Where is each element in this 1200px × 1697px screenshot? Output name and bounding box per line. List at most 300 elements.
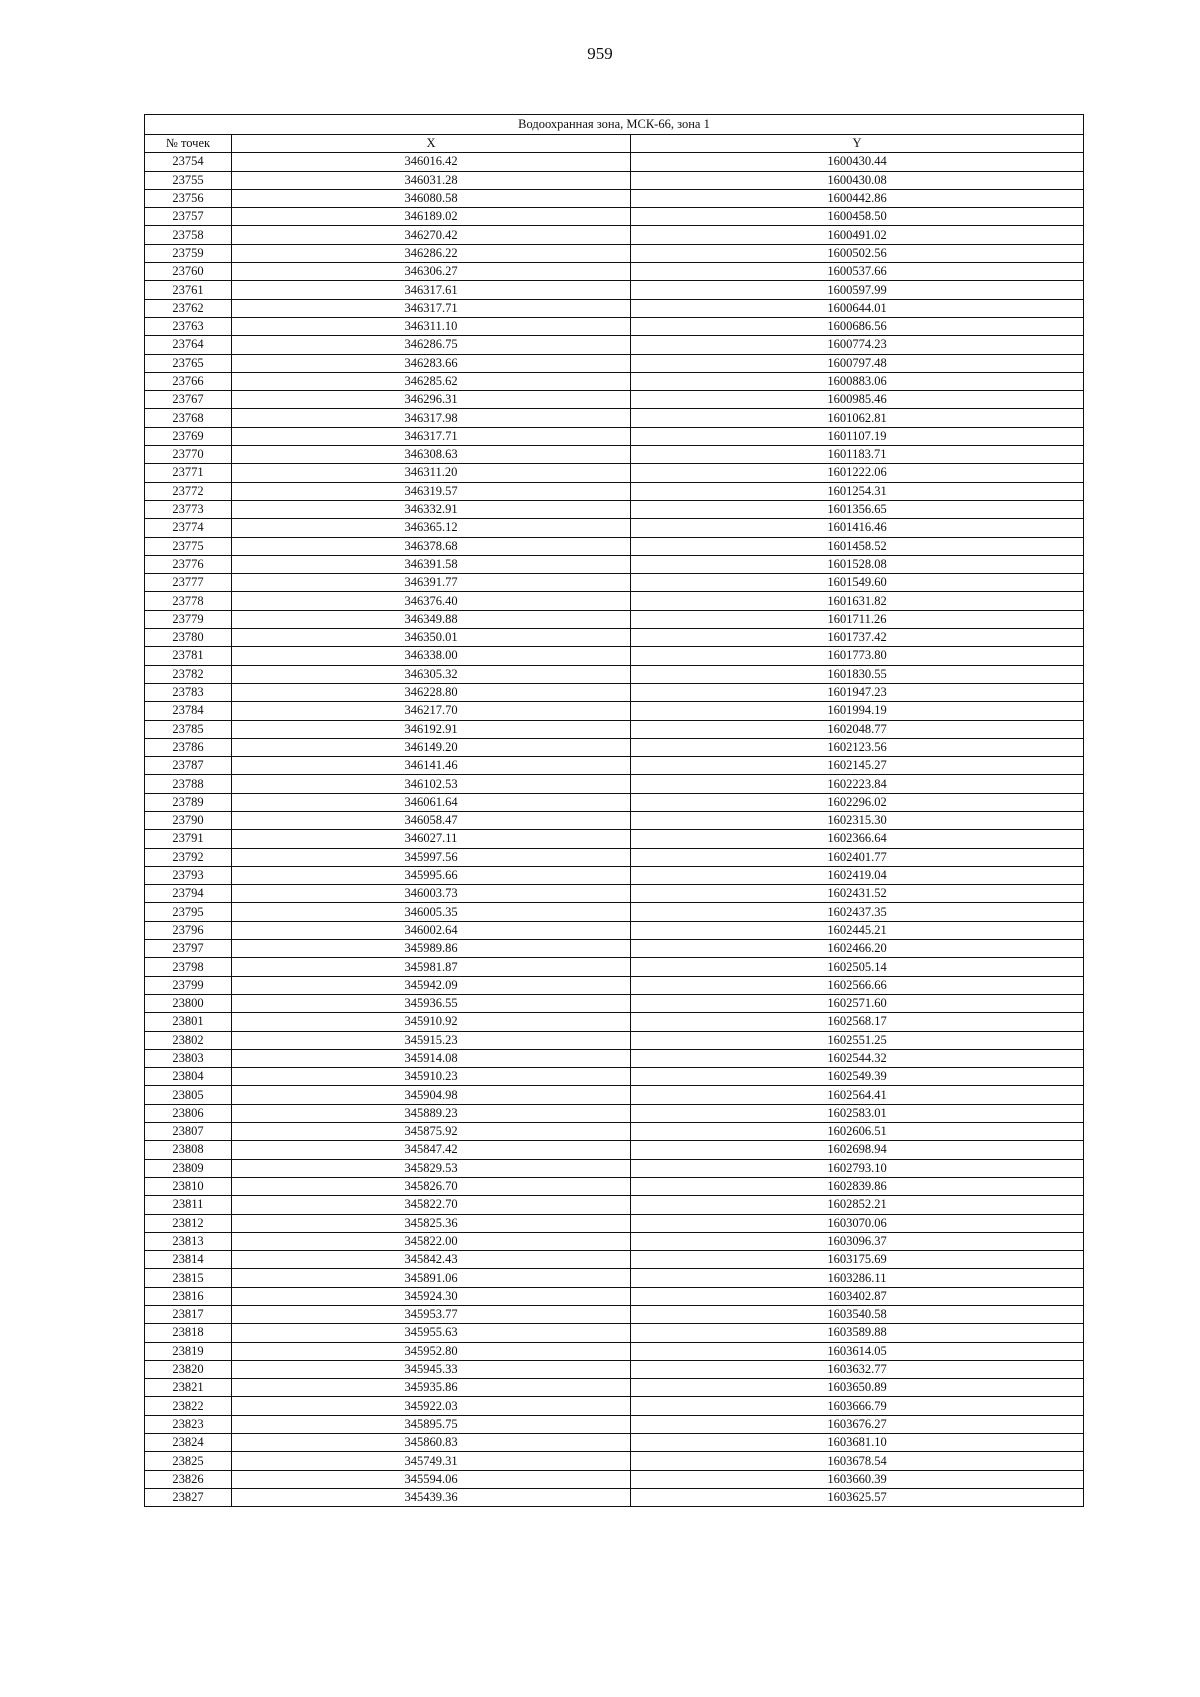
table-row bbox=[145, 1324, 1084, 1342]
cell-x: 345822.00 bbox=[232, 1232, 631, 1250]
table-row bbox=[145, 940, 1084, 958]
cell-y: 1601107.19 bbox=[631, 427, 1084, 445]
cell-point-number: 23775 bbox=[145, 537, 232, 555]
table-row bbox=[145, 885, 1084, 903]
cell-x: 346102.53 bbox=[232, 775, 631, 793]
table-row bbox=[145, 1196, 1084, 1214]
cell-point-number: 23789 bbox=[145, 793, 232, 811]
cell-y: 1603625.57 bbox=[631, 1488, 1084, 1506]
cell-x: 346349.88 bbox=[232, 610, 631, 628]
table-row bbox=[145, 994, 1084, 1012]
cell-x: 345910.23 bbox=[232, 1068, 631, 1086]
cell-y: 1602551.25 bbox=[631, 1031, 1084, 1049]
cell-x: 346027.11 bbox=[232, 830, 631, 848]
cell-y: 1602549.39 bbox=[631, 1068, 1084, 1086]
table-row bbox=[145, 555, 1084, 573]
cell-point-number: 23827 bbox=[145, 1488, 232, 1506]
cell-x: 345915.23 bbox=[232, 1031, 631, 1049]
cell-x: 346365.12 bbox=[232, 519, 631, 537]
cell-x: 345922.03 bbox=[232, 1397, 631, 1415]
cell-y: 1603681.10 bbox=[631, 1434, 1084, 1452]
cell-y: 1603666.79 bbox=[631, 1397, 1084, 1415]
cell-x: 346031.28 bbox=[232, 171, 631, 189]
table-row bbox=[145, 1379, 1084, 1397]
cell-x: 346005.35 bbox=[232, 903, 631, 921]
cell-x: 345842.43 bbox=[232, 1251, 631, 1269]
cell-x: 346286.75 bbox=[232, 336, 631, 354]
cell-point-number: 23774 bbox=[145, 519, 232, 537]
cell-point-number: 23815 bbox=[145, 1269, 232, 1287]
cell-point-number: 23811 bbox=[145, 1196, 232, 1214]
cell-y: 1600686.56 bbox=[631, 317, 1084, 335]
cell-y: 1601947.23 bbox=[631, 683, 1084, 701]
cell-y: 1602315.30 bbox=[631, 811, 1084, 829]
cell-point-number: 23802 bbox=[145, 1031, 232, 1049]
table-row bbox=[145, 1342, 1084, 1360]
cell-y: 1601773.80 bbox=[631, 647, 1084, 665]
cell-point-number: 23756 bbox=[145, 189, 232, 207]
cell-x: 345952.80 bbox=[232, 1342, 631, 1360]
cell-y: 1602564.41 bbox=[631, 1086, 1084, 1104]
cell-y: 1603096.37 bbox=[631, 1232, 1084, 1250]
cell-y: 1601528.08 bbox=[631, 555, 1084, 573]
cell-x: 346002.64 bbox=[232, 921, 631, 939]
cell-point-number: 23772 bbox=[145, 482, 232, 500]
cell-y: 1603632.77 bbox=[631, 1360, 1084, 1378]
cell-point-number: 23759 bbox=[145, 244, 232, 262]
table-row bbox=[145, 958, 1084, 976]
cell-point-number: 23809 bbox=[145, 1159, 232, 1177]
cell-x: 346317.71 bbox=[232, 427, 631, 445]
cell-x: 346286.22 bbox=[232, 244, 631, 262]
table-row bbox=[145, 1049, 1084, 1067]
table-row bbox=[145, 281, 1084, 299]
cell-y: 1600458.50 bbox=[631, 208, 1084, 226]
cell-y: 1602296.02 bbox=[631, 793, 1084, 811]
cell-x: 346189.02 bbox=[232, 208, 631, 226]
cell-point-number: 23754 bbox=[145, 153, 232, 171]
cell-x: 346061.64 bbox=[232, 793, 631, 811]
cell-y: 1602566.66 bbox=[631, 976, 1084, 994]
table-row bbox=[145, 976, 1084, 994]
cell-point-number: 23814 bbox=[145, 1251, 232, 1269]
cell-y: 1601737.42 bbox=[631, 629, 1084, 647]
cell-x: 346228.80 bbox=[232, 683, 631, 701]
table-row bbox=[145, 811, 1084, 829]
cell-y: 1600430.44 bbox=[631, 153, 1084, 171]
table-row bbox=[145, 574, 1084, 592]
cell-y: 1600491.02 bbox=[631, 226, 1084, 244]
cell-y: 1601062.81 bbox=[631, 409, 1084, 427]
cell-point-number: 23773 bbox=[145, 500, 232, 518]
table-row bbox=[145, 1415, 1084, 1433]
table-row bbox=[145, 610, 1084, 628]
cell-x: 346306.27 bbox=[232, 263, 631, 281]
table-row bbox=[145, 1086, 1084, 1104]
cell-y: 1602583.01 bbox=[631, 1104, 1084, 1122]
cell-y: 1603070.06 bbox=[631, 1214, 1084, 1232]
cell-point-number: 23757 bbox=[145, 208, 232, 226]
cell-y: 1602366.64 bbox=[631, 830, 1084, 848]
table-row bbox=[145, 683, 1084, 701]
cell-x: 345953.77 bbox=[232, 1306, 631, 1324]
table-row bbox=[145, 1470, 1084, 1488]
cell-x: 345860.83 bbox=[232, 1434, 631, 1452]
table-row bbox=[145, 830, 1084, 848]
page-number: 959 bbox=[587, 44, 613, 63]
table-row bbox=[145, 848, 1084, 866]
cell-y: 1602839.86 bbox=[631, 1177, 1084, 1195]
table-row bbox=[145, 427, 1084, 445]
cell-x: 346305.32 bbox=[232, 665, 631, 683]
cell-point-number: 23804 bbox=[145, 1068, 232, 1086]
cell-y: 1601458.52 bbox=[631, 537, 1084, 555]
cell-point-number: 23790 bbox=[145, 811, 232, 829]
cell-x: 346391.77 bbox=[232, 574, 631, 592]
cell-point-number: 23764 bbox=[145, 336, 232, 354]
table-row bbox=[145, 775, 1084, 793]
cell-point-number: 23807 bbox=[145, 1123, 232, 1141]
cell-x: 346270.42 bbox=[232, 226, 631, 244]
cell-y: 1600985.46 bbox=[631, 391, 1084, 409]
cell-y: 1602568.17 bbox=[631, 1013, 1084, 1031]
cell-x: 346296.31 bbox=[232, 391, 631, 409]
cell-point-number: 23777 bbox=[145, 574, 232, 592]
cell-point-number: 23785 bbox=[145, 720, 232, 738]
cell-x: 346217.70 bbox=[232, 702, 631, 720]
cell-point-number: 23782 bbox=[145, 665, 232, 683]
cell-y: 1600644.01 bbox=[631, 299, 1084, 317]
cell-x: 345914.08 bbox=[232, 1049, 631, 1067]
cell-y: 1601549.60 bbox=[631, 574, 1084, 592]
table-header-row bbox=[145, 135, 1084, 153]
table-row bbox=[145, 1452, 1084, 1470]
cell-y: 1602606.51 bbox=[631, 1123, 1084, 1141]
table-row bbox=[145, 317, 1084, 335]
cell-x: 346319.57 bbox=[232, 482, 631, 500]
cell-y: 1603589.88 bbox=[631, 1324, 1084, 1342]
table-row bbox=[145, 702, 1084, 720]
cell-point-number: 23760 bbox=[145, 263, 232, 281]
cell-y: 1602048.77 bbox=[631, 720, 1084, 738]
cell-y: 1603650.89 bbox=[631, 1379, 1084, 1397]
cell-y: 1601416.46 bbox=[631, 519, 1084, 537]
cell-point-number: 23762 bbox=[145, 299, 232, 317]
cell-x: 345995.66 bbox=[232, 866, 631, 884]
cell-x: 345891.06 bbox=[232, 1269, 631, 1287]
cell-y: 1602419.04 bbox=[631, 866, 1084, 884]
cell-point-number: 23825 bbox=[145, 1452, 232, 1470]
cell-x: 345924.30 bbox=[232, 1287, 631, 1305]
cell-x: 345910.92 bbox=[232, 1013, 631, 1031]
cell-x: 345997.56 bbox=[232, 848, 631, 866]
cell-point-number: 23778 bbox=[145, 592, 232, 610]
table-row bbox=[145, 226, 1084, 244]
cell-point-number: 23771 bbox=[145, 464, 232, 482]
cell-x: 345989.86 bbox=[232, 940, 631, 958]
header-point-number: № точек bbox=[145, 135, 232, 153]
cell-x: 346378.68 bbox=[232, 537, 631, 555]
table-row bbox=[145, 1360, 1084, 1378]
table-row bbox=[145, 647, 1084, 665]
cell-y: 1603676.27 bbox=[631, 1415, 1084, 1433]
cell-x: 345594.06 bbox=[232, 1470, 631, 1488]
table-row bbox=[145, 299, 1084, 317]
cell-point-number: 23812 bbox=[145, 1214, 232, 1232]
cell-point-number: 23767 bbox=[145, 391, 232, 409]
table-row bbox=[145, 1123, 1084, 1141]
cell-x: 345955.63 bbox=[232, 1324, 631, 1342]
cell-point-number: 23794 bbox=[145, 885, 232, 903]
cell-x: 346141.46 bbox=[232, 757, 631, 775]
cell-point-number: 23795 bbox=[145, 903, 232, 921]
table-row bbox=[145, 153, 1084, 171]
cell-point-number: 23810 bbox=[145, 1177, 232, 1195]
cell-y: 1602698.94 bbox=[631, 1141, 1084, 1159]
header-y: Y bbox=[631, 135, 1084, 153]
cell-point-number: 23787 bbox=[145, 757, 232, 775]
cell-point-number: 23808 bbox=[145, 1141, 232, 1159]
table-row bbox=[145, 665, 1084, 683]
cell-point-number: 23769 bbox=[145, 427, 232, 445]
cell-y: 1602793.10 bbox=[631, 1159, 1084, 1177]
cell-y: 1600537.66 bbox=[631, 263, 1084, 281]
cell-point-number: 23797 bbox=[145, 940, 232, 958]
cell-point-number: 23822 bbox=[145, 1397, 232, 1415]
cell-point-number: 23792 bbox=[145, 848, 232, 866]
table-row bbox=[145, 866, 1084, 884]
cell-x: 345826.70 bbox=[232, 1177, 631, 1195]
cell-x: 346080.58 bbox=[232, 189, 631, 207]
table-row bbox=[145, 464, 1084, 482]
cell-y: 1601711.26 bbox=[631, 610, 1084, 628]
cell-point-number: 23780 bbox=[145, 629, 232, 647]
cell-y: 1600430.08 bbox=[631, 171, 1084, 189]
cell-x: 346317.61 bbox=[232, 281, 631, 299]
table-row bbox=[145, 1269, 1084, 1287]
cell-y: 1601254.31 bbox=[631, 482, 1084, 500]
table-row bbox=[145, 446, 1084, 464]
cell-x: 346003.73 bbox=[232, 885, 631, 903]
cell-x: 345822.70 bbox=[232, 1196, 631, 1214]
cell-point-number: 23826 bbox=[145, 1470, 232, 1488]
table-row bbox=[145, 1104, 1084, 1122]
cell-y: 1600502.56 bbox=[631, 244, 1084, 262]
cell-y: 1601356.65 bbox=[631, 500, 1084, 518]
cell-x: 345829.53 bbox=[232, 1159, 631, 1177]
cell-x: 345981.87 bbox=[232, 958, 631, 976]
table-row bbox=[145, 1141, 1084, 1159]
header-x: X bbox=[232, 135, 631, 153]
table-row bbox=[145, 1251, 1084, 1269]
table-row bbox=[145, 757, 1084, 775]
cell-point-number: 23806 bbox=[145, 1104, 232, 1122]
cell-x: 346311.20 bbox=[232, 464, 631, 482]
table-row bbox=[145, 244, 1084, 262]
cell-x: 345439.36 bbox=[232, 1488, 631, 1506]
cell-y: 1602437.35 bbox=[631, 903, 1084, 921]
cell-point-number: 23803 bbox=[145, 1049, 232, 1067]
cell-point-number: 23817 bbox=[145, 1306, 232, 1324]
cell-point-number: 23768 bbox=[145, 409, 232, 427]
cell-x: 345749.31 bbox=[232, 1452, 631, 1470]
table-row bbox=[145, 1013, 1084, 1031]
table-row bbox=[145, 1031, 1084, 1049]
cell-point-number: 23798 bbox=[145, 958, 232, 976]
cell-point-number: 23763 bbox=[145, 317, 232, 335]
cell-point-number: 23783 bbox=[145, 683, 232, 701]
cell-point-number: 23796 bbox=[145, 921, 232, 939]
table-row bbox=[145, 208, 1084, 226]
cell-y: 1602571.60 bbox=[631, 994, 1084, 1012]
cell-point-number: 23766 bbox=[145, 372, 232, 390]
table-row bbox=[145, 921, 1084, 939]
cell-point-number: 23819 bbox=[145, 1342, 232, 1360]
cell-point-number: 23813 bbox=[145, 1232, 232, 1250]
table-row bbox=[145, 482, 1084, 500]
cell-point-number: 23820 bbox=[145, 1360, 232, 1378]
table-row bbox=[145, 629, 1084, 647]
cell-point-number: 23761 bbox=[145, 281, 232, 299]
cell-y: 1603660.39 bbox=[631, 1470, 1084, 1488]
cell-point-number: 23799 bbox=[145, 976, 232, 994]
table-row bbox=[145, 372, 1084, 390]
cell-y: 1603175.69 bbox=[631, 1251, 1084, 1269]
cell-x: 346332.91 bbox=[232, 500, 631, 518]
cell-x: 346338.00 bbox=[232, 647, 631, 665]
cell-point-number: 23801 bbox=[145, 1013, 232, 1031]
cell-x: 346317.71 bbox=[232, 299, 631, 317]
cell-y: 1603614.05 bbox=[631, 1342, 1084, 1360]
table-row bbox=[145, 1488, 1084, 1506]
table-row bbox=[145, 500, 1084, 518]
cell-point-number: 23781 bbox=[145, 647, 232, 665]
cell-y: 1603678.54 bbox=[631, 1452, 1084, 1470]
table-row bbox=[145, 1306, 1084, 1324]
table-caption: Водоохранная зона, МСК-66, зона 1 bbox=[145, 115, 1084, 135]
cell-y: 1600597.99 bbox=[631, 281, 1084, 299]
cell-y: 1603286.11 bbox=[631, 1269, 1084, 1287]
cell-y: 1600797.48 bbox=[631, 354, 1084, 372]
table-row bbox=[145, 592, 1084, 610]
table-row bbox=[145, 391, 1084, 409]
table-row bbox=[145, 519, 1084, 537]
cell-y: 1601183.71 bbox=[631, 446, 1084, 464]
cell-x: 345904.98 bbox=[232, 1086, 631, 1104]
cell-point-number: 23758 bbox=[145, 226, 232, 244]
table-row bbox=[145, 409, 1084, 427]
table-row bbox=[145, 903, 1084, 921]
cell-y: 1601631.82 bbox=[631, 592, 1084, 610]
cell-y: 1601994.19 bbox=[631, 702, 1084, 720]
cell-y: 1602852.21 bbox=[631, 1196, 1084, 1214]
cell-x: 346317.98 bbox=[232, 409, 631, 427]
cell-y: 1602544.32 bbox=[631, 1049, 1084, 1067]
table-row bbox=[145, 537, 1084, 555]
table-row bbox=[145, 171, 1084, 189]
cell-point-number: 23816 bbox=[145, 1287, 232, 1305]
cell-x: 345942.09 bbox=[232, 976, 631, 994]
cell-y: 1602223.84 bbox=[631, 775, 1084, 793]
table-row bbox=[145, 720, 1084, 738]
cell-x: 345945.33 bbox=[232, 1360, 631, 1378]
cell-x: 345847.42 bbox=[232, 1141, 631, 1159]
table-row bbox=[145, 189, 1084, 207]
cell-x: 346391.58 bbox=[232, 555, 631, 573]
cell-x: 345935.86 bbox=[232, 1379, 631, 1397]
cell-point-number: 23765 bbox=[145, 354, 232, 372]
table-row bbox=[145, 1287, 1084, 1305]
cell-x: 345825.36 bbox=[232, 1214, 631, 1232]
cell-point-number: 23793 bbox=[145, 866, 232, 884]
cell-point-number: 23821 bbox=[145, 1379, 232, 1397]
table-row bbox=[145, 1214, 1084, 1232]
cell-point-number: 23800 bbox=[145, 994, 232, 1012]
cell-point-number: 23823 bbox=[145, 1415, 232, 1433]
cell-x: 346308.63 bbox=[232, 446, 631, 464]
cell-y: 1602505.14 bbox=[631, 958, 1084, 976]
table-row bbox=[145, 1177, 1084, 1195]
table-row bbox=[145, 1434, 1084, 1452]
cell-y: 1602466.20 bbox=[631, 940, 1084, 958]
cell-point-number: 23784 bbox=[145, 702, 232, 720]
cell-y: 1601830.55 bbox=[631, 665, 1084, 683]
cell-y: 1600883.06 bbox=[631, 372, 1084, 390]
cell-point-number: 23788 bbox=[145, 775, 232, 793]
cell-point-number: 23786 bbox=[145, 738, 232, 756]
cell-y: 1600442.86 bbox=[631, 189, 1084, 207]
cell-x: 346283.66 bbox=[232, 354, 631, 372]
cell-x: 346192.91 bbox=[232, 720, 631, 738]
cell-point-number: 23755 bbox=[145, 171, 232, 189]
table-row bbox=[145, 738, 1084, 756]
cell-point-number: 23818 bbox=[145, 1324, 232, 1342]
cell-y: 1602445.21 bbox=[631, 921, 1084, 939]
cell-y: 1600774.23 bbox=[631, 336, 1084, 354]
cell-x: 345889.23 bbox=[232, 1104, 631, 1122]
cell-point-number: 23776 bbox=[145, 555, 232, 573]
cell-point-number: 23770 bbox=[145, 446, 232, 464]
cell-y: 1601222.06 bbox=[631, 464, 1084, 482]
table-row bbox=[145, 1397, 1084, 1415]
table-row bbox=[145, 336, 1084, 354]
cell-y: 1602401.77 bbox=[631, 848, 1084, 866]
cell-x: 346376.40 bbox=[232, 592, 631, 610]
cell-point-number: 23824 bbox=[145, 1434, 232, 1452]
table-row bbox=[145, 263, 1084, 281]
cell-y: 1603540.58 bbox=[631, 1306, 1084, 1324]
cell-point-number: 23779 bbox=[145, 610, 232, 628]
table-row bbox=[145, 793, 1084, 811]
cell-x: 345895.75 bbox=[232, 1415, 631, 1433]
cell-x: 346285.62 bbox=[232, 372, 631, 390]
table-row bbox=[145, 1068, 1084, 1086]
cell-x: 345936.55 bbox=[232, 994, 631, 1012]
table-body bbox=[145, 153, 1084, 1507]
cell-point-number: 23805 bbox=[145, 1086, 232, 1104]
cell-y: 1603402.87 bbox=[631, 1287, 1084, 1305]
cell-y: 1602145.27 bbox=[631, 757, 1084, 775]
cell-x: 346149.20 bbox=[232, 738, 631, 756]
cell-x: 346350.01 bbox=[232, 629, 631, 647]
cell-x: 346016.42 bbox=[232, 153, 631, 171]
cell-y: 1602123.56 bbox=[631, 738, 1084, 756]
table-row bbox=[145, 1232, 1084, 1250]
cell-x: 345875.92 bbox=[232, 1123, 631, 1141]
cell-x: 346058.47 bbox=[232, 811, 631, 829]
cell-y: 1602431.52 bbox=[631, 885, 1084, 903]
table-row bbox=[145, 354, 1084, 372]
